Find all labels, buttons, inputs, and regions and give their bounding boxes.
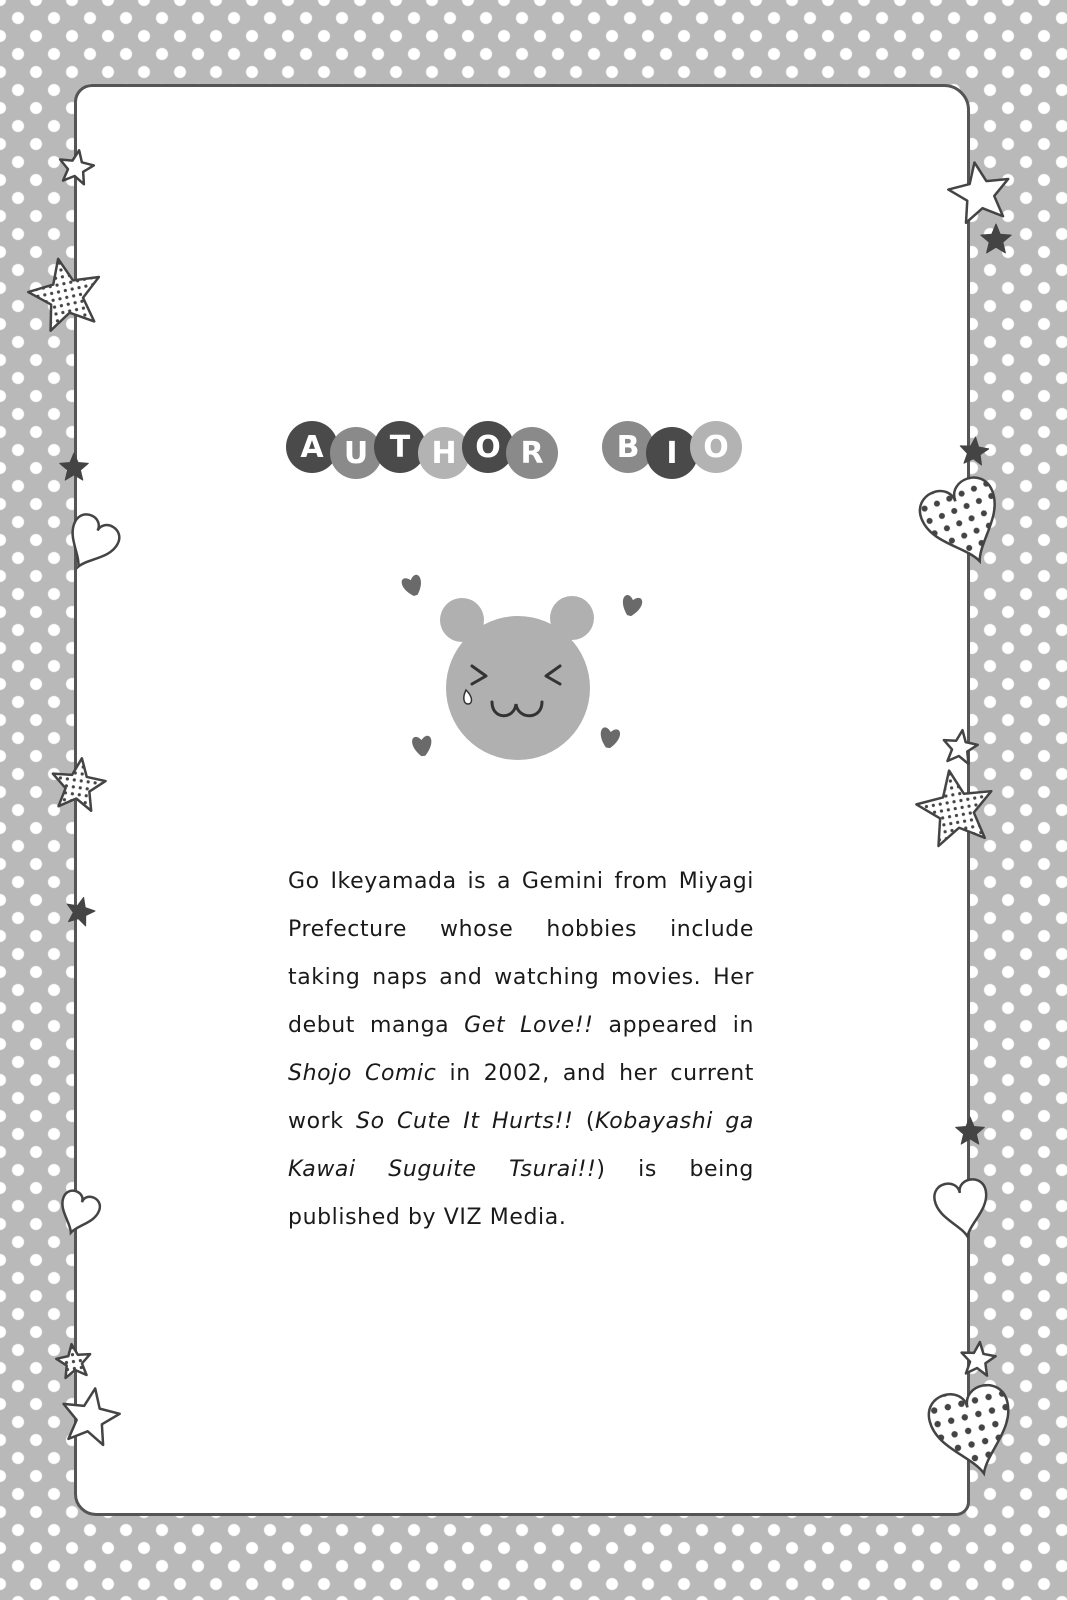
star-icon <box>959 436 990 466</box>
bio-title-so-cute-it-hurts: So Cute It Hurts!! <box>356 1109 574 1134</box>
polka-star-icon <box>55 1342 93 1379</box>
title-letter-badge <box>602 421 654 473</box>
star-icon <box>945 157 1015 225</box>
bio-text: in 2002, and her current work <box>288 1061 754 1134</box>
star-icon <box>941 728 979 765</box>
polka-star-icon <box>23 251 108 333</box>
title-letter-badge <box>374 421 426 473</box>
bear-face-icon <box>440 596 594 760</box>
polka-star-icon <box>912 764 999 848</box>
title-letter: A <box>300 430 324 465</box>
bio-title-kobayashi: Kobayashi ga Kawai Suguite Tsurai!! <box>288 1109 755 1182</box>
title-letter: I <box>666 436 678 471</box>
heart-icon <box>598 727 620 750</box>
title-letter-badge <box>418 427 470 479</box>
bio-text: appeared in <box>593 1013 754 1038</box>
star-icon <box>959 1340 996 1376</box>
star-icon <box>60 453 89 480</box>
heart-icon <box>620 594 643 618</box>
bio-text: ( <box>573 1109 596 1134</box>
star-icon <box>981 224 1011 253</box>
polka-heart-icon <box>914 472 1015 576</box>
heart-icon <box>412 735 433 757</box>
bio-title-shojo-comic: Shojo Comic <box>288 1061 437 1086</box>
bio-title-get-love: Get Love!! <box>464 1013 594 1038</box>
mascot-illustration <box>380 570 650 780</box>
title-letter-badge <box>462 421 514 473</box>
star-icon <box>956 1117 985 1144</box>
title-letter: B <box>616 430 640 465</box>
title-letter-badge <box>506 427 558 479</box>
bio-text: ) is being published by VIZ Media. <box>288 1157 754 1230</box>
heart-icon <box>57 510 123 578</box>
title-letter: H <box>431 436 457 471</box>
title-letter: O <box>475 430 501 465</box>
star-icon <box>57 147 96 185</box>
title-letter: R <box>520 436 544 471</box>
heart-icon <box>400 574 424 599</box>
bio-text: Go Ikeyamada is a Gemini from Miyagi Prefecture whose hobbies include taking naps and watching movies. Her debut manga <box>288 869 754 1038</box>
title-letter: T <box>389 430 411 465</box>
heart-icon <box>53 1188 103 1239</box>
author-bio-text <box>288 858 754 1242</box>
title-letter-badge <box>286 421 338 473</box>
heart-icon <box>932 1177 993 1241</box>
title-letter-badge <box>646 427 698 479</box>
polka-star-icon <box>48 755 108 813</box>
polka-heart-icon <box>924 1381 1022 1483</box>
title-author-bio <box>280 418 760 488</box>
title-letter-badge <box>690 421 742 473</box>
title-letter-badge <box>330 427 382 479</box>
star-icon <box>63 894 97 927</box>
star-icon <box>58 1384 124 1447</box>
title-letter: U <box>343 436 369 471</box>
title-letter: O <box>703 430 729 465</box>
